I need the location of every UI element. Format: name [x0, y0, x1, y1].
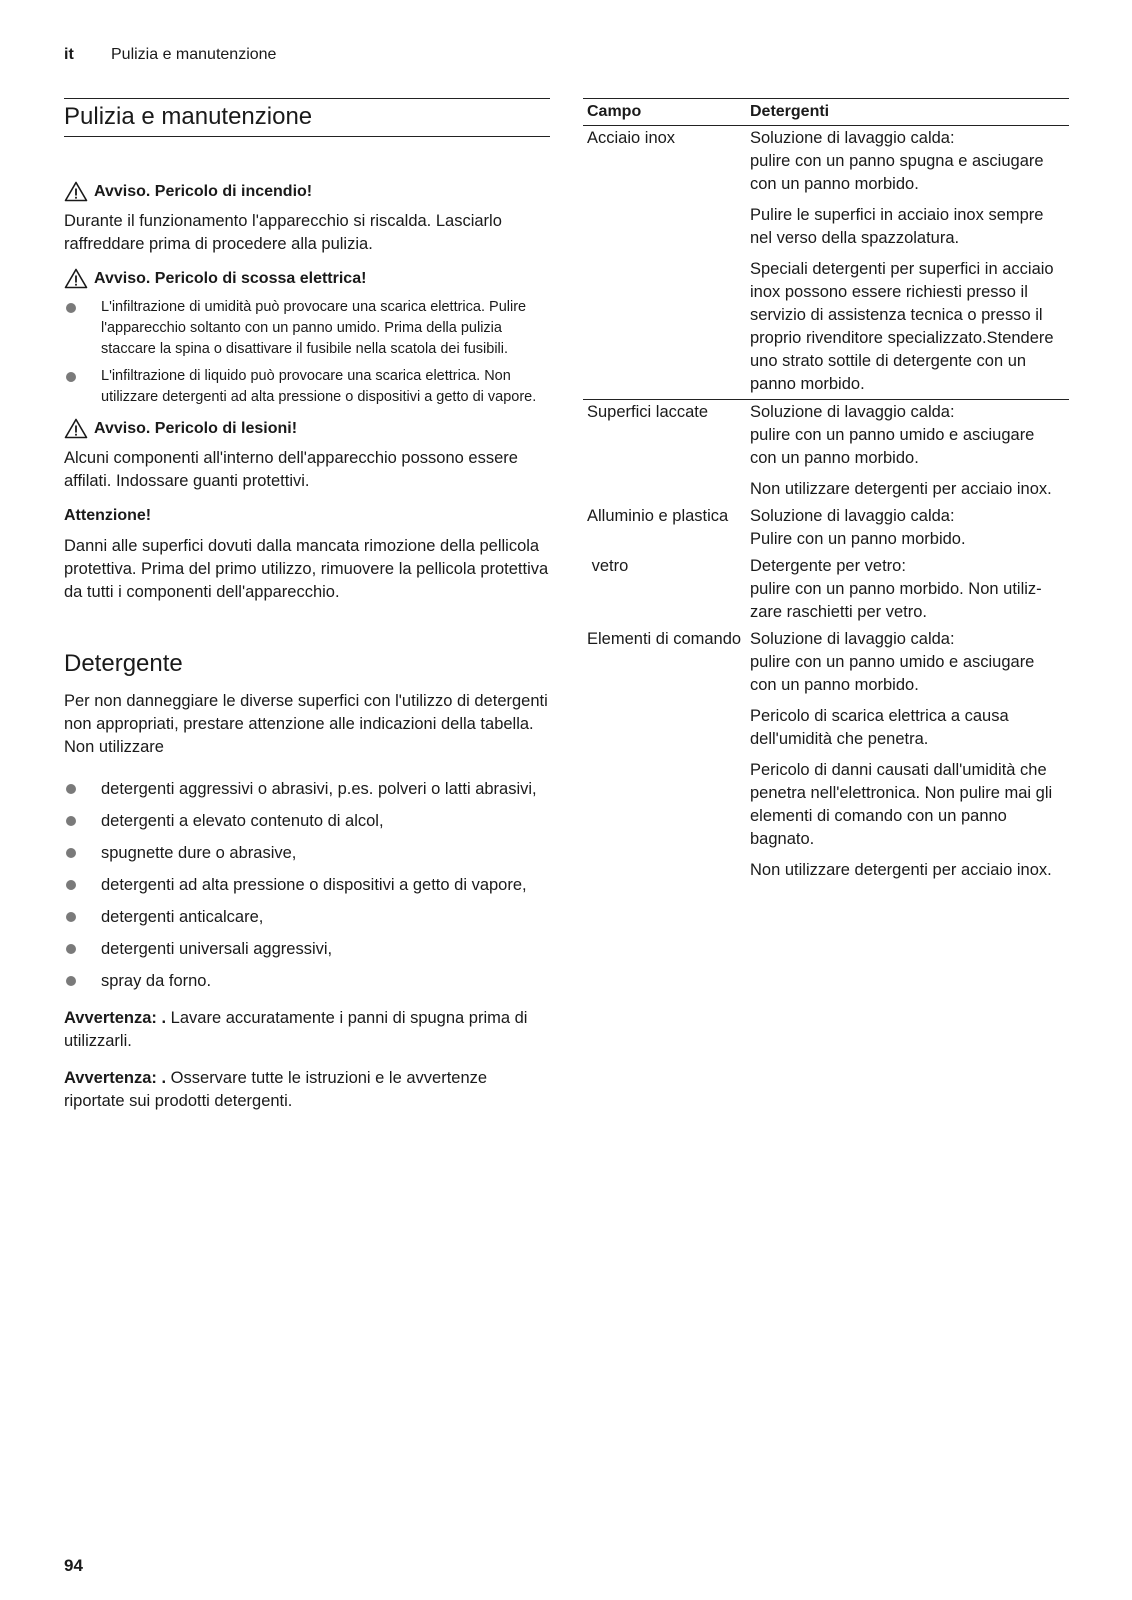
- bullet-icon: [66, 303, 76, 313]
- note-text: Lavare accuratamente i panni di spugna prima di utilizzarli.: [64, 1009, 528, 1050]
- warning-shock-list: [64, 297, 550, 408]
- cell-campo: vetro: [587, 557, 629, 575]
- detergent-table: [583, 98, 1069, 885]
- left-column: [64, 98, 550, 1125]
- detergent-paragraph: Soluzione di lavaggio calda: pulire con un panno umido e asciugare con un panno morbido.: [750, 403, 1035, 467]
- warning-triangle-icon: [64, 181, 88, 202]
- list-item: detergenti ad alta pressione o dispositivi a getto di vapore,: [64, 873, 550, 897]
- cell-campo: Acciaio inox: [583, 126, 746, 400]
- cell-campo: Superfici laccate: [587, 403, 709, 421]
- detergent-paragraph: Speciali detergenti per superfici in acciaio inox possono essere richiesti presso il servizio di assistenza tecnica o presso il proprio rivenditore specializzato.Stendere uno strato sottile di detergente con un panno morbido.: [750, 260, 1054, 393]
- warning-shock-title: Avviso. Pericolo di scossa elettrica!: [94, 269, 367, 287]
- detergent-paragraph: Detergente per vetro: pulire con un panno morbido. Non utilizzare raschietti per vetro.: [750, 557, 1042, 621]
- detergent-paragraph: Soluzione di lavaggio calda: pulire con un panno umido e asciugare con un panno morbido.: [750, 630, 1035, 694]
- warning-shock-heading: [64, 268, 550, 289]
- bullet-icon: [66, 816, 76, 826]
- header-title: Pulizia e manutenzione: [111, 46, 277, 63]
- table-row: [583, 554, 1069, 627]
- note-sponges: [64, 1007, 550, 1053]
- page-header: [64, 46, 276, 64]
- warning-triangle-icon: [64, 418, 88, 439]
- cell-detergenti: [746, 627, 1069, 885]
- warning-fire-text: Durante il funzionamento l'apparecchio si riscalda. Lasciarlo raffreddare prima di procedere alla pulizia.: [64, 212, 502, 253]
- detergent-list: [64, 777, 550, 993]
- list-item: detergenti a elevato contenuto di alcol,: [64, 809, 550, 833]
- bullet-icon: [66, 976, 76, 986]
- column-header-campo: Campo: [583, 99, 746, 126]
- list-item: spray da forno.: [64, 969, 550, 993]
- table-body: [583, 126, 1069, 886]
- detergent-paragraph: Pulire le superfici in acciaio inox sempre nel verso della spazzolatura.: [750, 206, 1044, 247]
- table-row: [583, 126, 1069, 400]
- bullet-icon: [66, 784, 76, 794]
- warning-injury-text: Alcuni componenti all'interno dell'apparecchio possono essere affilati. Indossare guanti protettivi.: [64, 449, 518, 490]
- warning-injury-title: Avviso. Pericolo di lesioni!: [94, 419, 298, 437]
- warning-fire-title: Avviso. Pericolo di incendio!: [94, 182, 313, 200]
- detergent-paragraph: Non utilizzare detergenti per acciaio inox.: [750, 861, 1052, 879]
- list-item: L'infiltrazione di umidità può provocare una scarica elettrica. Pulire l'apparecchio soltanto con un panno umido. Prima della pulizia staccare la spina o disattivare il fusibile nella scatola dei fusibili.: [64, 297, 550, 360]
- list-item: spugnette dure o abrasive,: [64, 841, 550, 865]
- bullet-icon: [66, 944, 76, 954]
- detergent-paragraph: Soluzione di lavaggio calda: pulire con un panno spugna e asciugare con un panno morbido.: [750, 129, 1044, 193]
- detergent-title: Detergente: [64, 650, 183, 677]
- note-label: Avvertenza: .: [64, 1069, 167, 1087]
- detergent-paragraph: Pericolo di scarica elettrica a causa dell'umidità che penetra.: [750, 707, 1009, 748]
- list-item: detergenti universali aggressivi,: [64, 937, 550, 961]
- bullet-icon: [66, 880, 76, 890]
- list-item: detergenti anticalcare,: [64, 905, 550, 929]
- table-header-row: [583, 99, 1069, 126]
- cell-campo: Alluminio e plastica: [587, 507, 729, 525]
- detergent-paragraph: Pericolo di danni causati dall'umidità che penetra nell'elettronica. Non pulire mai gli elementi di comando con un panno bagnato.: [750, 761, 1053, 848]
- section-title: Pulizia e manutenzione: [64, 98, 550, 137]
- cell-detergenti: [746, 554, 1069, 627]
- note-label: Avvertenza: .: [64, 1009, 167, 1027]
- cell-detergenti: [746, 400, 1069, 505]
- warning-triangle-icon: [64, 268, 88, 289]
- attention-text: Danni alle superfici dovuti dalla mancata rimozione della pellicola protettiva. Prima del primo utilizzo, rimuovere la pellicola protettiva da tutti i componenti dell'apparecchio.: [64, 537, 549, 601]
- right-column: [583, 98, 1069, 885]
- bullet-icon: [66, 848, 76, 858]
- attention-heading: Attenzione!: [64, 507, 152, 524]
- language-code: it: [64, 46, 74, 63]
- cell-detergenti: [746, 504, 1069, 554]
- table-row: [583, 400, 1069, 505]
- table-row: [583, 504, 1069, 554]
- detergent-paragraph: Non utilizzare detergenti per acciaio inox.: [750, 480, 1052, 498]
- list-item: detergenti aggressivi o abrasivi, p.es. polveri o latti abrasivi,: [64, 777, 550, 801]
- note-instructions: [64, 1067, 550, 1113]
- bullet-icon: [66, 912, 76, 922]
- cell-detergenti: [746, 126, 1069, 400]
- table-row: [583, 627, 1069, 885]
- detergent-intro: Per non danneggiare le diverse superfici con l'utilizzo di detergenti non appropriati, prestare attenzione alle indicazioni della tabella. Non utilizzare: [64, 692, 548, 756]
- page-number: 94: [64, 1556, 83, 1575]
- warning-fire-heading: [64, 181, 550, 202]
- list-item: L'infiltrazione di liquido può provocare una scarica elettrica. Non utilizzare detergenti ad alta pressione o dispositivi a getto di vapore.: [64, 366, 550, 408]
- warning-injury-heading: [64, 418, 550, 439]
- cell-campo: Elementi di comando: [587, 630, 742, 648]
- detergent-paragraph: Soluzione di lavaggio calda: Pulire con un panno morbido.: [750, 507, 966, 548]
- column-header-detergenti: Detergenti: [746, 99, 1069, 126]
- note-text: Osservare tutte le istruzioni e le avvertenze riportate sui prodotti detergenti.: [64, 1069, 488, 1110]
- bullet-icon: [66, 372, 76, 382]
